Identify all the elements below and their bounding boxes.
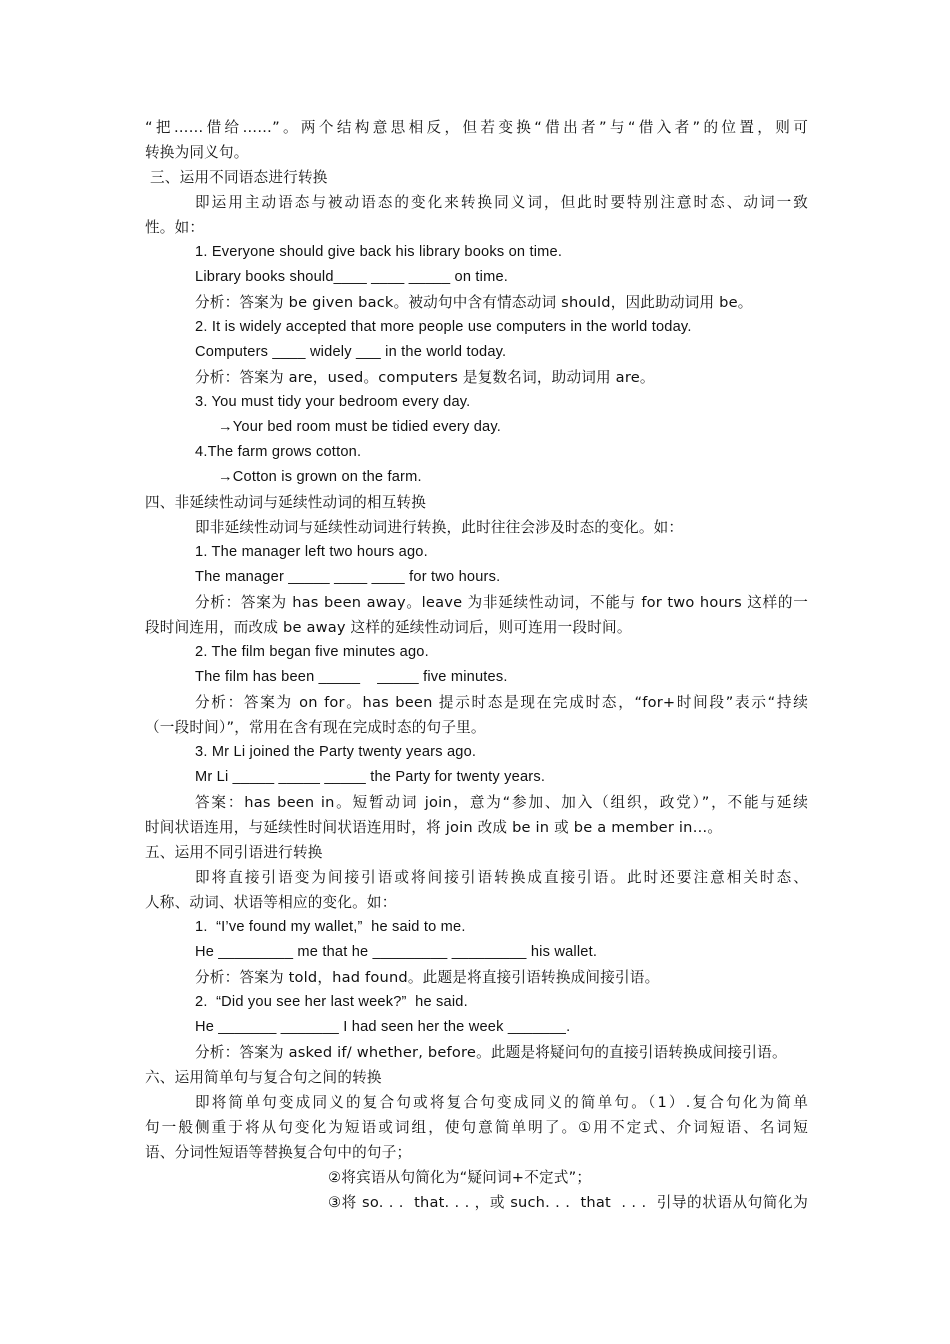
paragraph-line: 性。如： xyxy=(145,219,205,236)
paragraph-line: 人称、动词、状语等相应的变化。如： xyxy=(145,894,397,911)
section-heading: 五、运用不同引语进行转换 xyxy=(145,844,323,861)
example-line: 3. Mr Li joined the Party twenty years ago. xyxy=(195,744,477,760)
paragraph-line: 即非延续性动词与延续性动词进行转换，此时往往会涉及时态的变化。如： xyxy=(195,519,684,536)
example-line: 1. The manager left two hours ago. xyxy=(195,544,428,560)
example-line: 2. The film began five minutes ago. xyxy=(195,644,429,660)
list-item: ③将 so. . . that. . . ，或 such. . . that . . . 引导的状语从句简化为 xyxy=(328,1194,808,1211)
analysis-line: 分析：答案为 has been away。leave 为非延续性动词，不能与 for two hours 这样的一 xyxy=(195,594,808,611)
example-line: 4.The farm grows cotton. xyxy=(195,444,362,460)
analysis-line: （一段时间）”，常用在含有现在完成时态的句子里。 xyxy=(145,719,486,736)
analysis-line: 分析：答案为 on for。has been 提示时态是现在完成时态，“for+时间段”表示“持续 xyxy=(195,694,808,711)
analysis-line: 分析：答案为 asked if/ whether, before。此题是将疑问句的直接引语转换成间接引语。 xyxy=(195,1044,787,1061)
exercise-line: The film has been _____ _____ five minutes. xyxy=(195,669,508,685)
paragraph-line: 即运用主动语态与被动语态的变化来转换同义词，但此时要特别注意时态、动词一致 xyxy=(195,194,808,211)
exercise-line: He _______ _______ I had seen her the week _______. xyxy=(195,1019,571,1035)
analysis-line: 分析：答案为 told，had found。此题是将直接引语转换成间接引语。 xyxy=(195,969,660,986)
analysis-line: 分析：答案为 be given back。被动句中含有情态动词 should，因此助动词用 be。 xyxy=(195,294,753,311)
exercise-line: The manager _____ ____ ____ for two hours. xyxy=(195,569,501,585)
paragraph-line: 转换为同义句。 xyxy=(145,144,249,161)
paragraph-line: 即将简单句变成同义的复合句或将复合句变成同义的简单句。（1）.复合句化为简单 xyxy=(195,1094,808,1111)
analysis-line: 段时间连用，而改成 be away 这样的延续性动词后，则可连用一段时间。 xyxy=(145,619,632,636)
paragraph-line: 即将直接引语变为间接引语或将间接引语转换成直接引语。此时还要注意相关时态、 xyxy=(195,869,808,886)
answer-line: →Your bed room must be tidied every day. xyxy=(218,419,501,435)
example-line: 2. It is widely accepted that more people use computers in the world today. xyxy=(195,319,692,335)
analysis-line: 分析：答案为 are，used。computers 是复数名词，助动词用 are。 xyxy=(195,369,655,386)
answer-line: →Cotton is grown on the farm. xyxy=(218,469,422,485)
paragraph-line: 句一般侧重于将从句变化为短语或词组，使句意简单明了。①用不定式、介词短语、名词短 xyxy=(145,1119,808,1136)
example-line: 2. “Did you see her last week?” he said. xyxy=(195,994,468,1010)
exercise-line: Library books should____ ____ _____ on time. xyxy=(195,269,509,285)
exercise-line: Mr Li _____ _____ _____ the Party for twenty years. xyxy=(195,769,546,785)
exercise-line: He _________ me that he _________ _________ his wallet. xyxy=(195,944,598,960)
section-heading: 四、非延续性动词与延续性动词的相互转换 xyxy=(145,494,427,511)
paragraph-line: 语、分词性短语等替换复合句中的句子； xyxy=(145,1144,412,1161)
analysis-line: 时间状语连用，与延续性时间状语连用时，将 join 改成 be in 或 be a member in…。 xyxy=(145,819,723,836)
list-item: ②将宾语从句简化为“疑问词+不定式”； xyxy=(328,1169,592,1186)
section-heading: 三、运用不同语态进行转换 xyxy=(150,169,328,186)
example-line: 3. You must tidy your bedroom every day. xyxy=(195,394,471,410)
section-heading: 六、运用简单句与复合句之间的转换 xyxy=(145,1069,382,1086)
example-line: 1. Everyone should give back his library books on time. xyxy=(195,244,563,260)
paragraph-line: “把……借给……”。两个结构意思相反，但若变换“借出者”与“借入者”的位置，则可 xyxy=(145,119,808,136)
analysis-line: 答案：has been in。短暂动词 join，意为“参加、加入（组织，政党）”，不能与延续 xyxy=(195,794,808,811)
exercise-line: Computers ____ widely ___ in the world today. xyxy=(195,344,507,360)
example-line: 1. “I’ve found my wallet,” he said to me. xyxy=(195,919,466,935)
